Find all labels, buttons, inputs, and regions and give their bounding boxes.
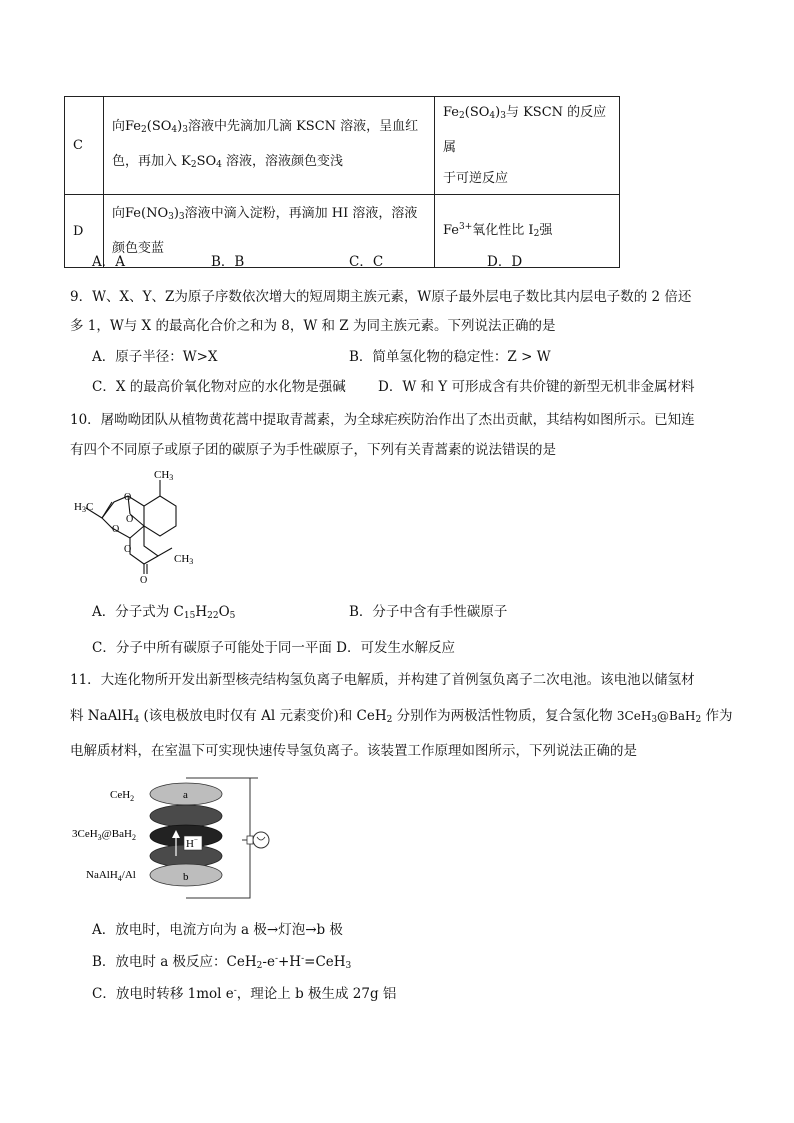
oxygen-label: O [124, 492, 132, 503]
oxygen-label: O [140, 575, 148, 584]
q11-stem-line3: 电解质材料，在室温下可实现快速传导氢负离子。该装置工作原理如图所示，下列说法正确的是 [70, 743, 637, 759]
table-row [65, 97, 620, 195]
choice-d[interactable]: D．D [487, 254, 523, 270]
q11-option-b[interactable]: B．放电时 a 极反应：CeH$_2$-e-+H-=CeH$_3$ [92, 954, 352, 971]
electrolyte-label: 3CeH$_3$@BaH$_2$ [72, 828, 136, 842]
q9-option-c[interactable]: C．X 的最高价氧化物对应的水化物是强碱 [92, 379, 346, 395]
conclusion-cell: $Fe_2(SO_4)_3$与 KSCN 的反应属 于可逆反应 [435, 97, 620, 195]
oxygen-label: O [112, 524, 120, 535]
q10-stem-line1: 10．屠呦呦团队从植物黄花蒿中提取青蒿素，为全球疟疾防治作出了杰出贡献，其结构如图所示。已知连 [70, 412, 695, 428]
layer-dark-1 [150, 805, 222, 827]
q9-stem-line1: 9．W、X、Y、Z为原子序数依次增大的短周期主族元素，W原子最外层电子数比其内层电子数的 2 倍还 [70, 289, 692, 305]
artemisinin-structure [72, 462, 212, 584]
conclusion-cell: $Fe^{3+}$氧化性比 $I_2$强 [435, 195, 620, 268]
electrode-b-label: b [183, 871, 189, 883]
options-table [64, 96, 620, 268]
table-row [65, 195, 620, 268]
row-label: C [65, 97, 104, 195]
methyl-left-label: H3C [74, 501, 94, 514]
q11-option-a[interactable]: A．放电时，电流方向为 a 极→灯泡→b 极 [92, 922, 343, 938]
oxygen-label: O [126, 514, 134, 525]
ceh2-label: CeH$_2$ [110, 789, 135, 803]
choice-c[interactable]: C．C [349, 254, 384, 270]
q10-option-cd[interactable]: C．分子中所有碳原子可能处于同一平面 D．可发生水解反应 [92, 640, 455, 656]
methyl-right-label: CH3 [174, 553, 194, 566]
q9-option-a[interactable]: A．原子半径：W>X [92, 349, 218, 365]
choice-a[interactable]: A．A [92, 254, 125, 270]
hydride-label: H− [186, 836, 198, 850]
q10-option-a[interactable]: A．分子式为 $C_{15}H_{22}O_5$ [92, 604, 236, 621]
q11-option-c[interactable]: C．放电时转移 1mol e-，理论上 b 极生成 27g 铝 [92, 986, 397, 1002]
electrode-a-label: a [183, 789, 188, 801]
experiment-cell: 向$Fe(NO_3)_3$溶液中滴入淀粉，再滴加 HI 溶液，溶液 颜色变蓝 [104, 195, 435, 268]
q11-stem-line2: 料 NaAlH$_4$ (该电极放电时仅有 Al 元素变价)和 CeH$_2$ 分别作为两极活性物质，复合氢化物 3CeH$_3$@BaH$_2$ 作为 [70, 708, 733, 725]
row-label: D [65, 195, 104, 268]
q9-option-b[interactable]: B．简单氢化物的稳定性：Z > W [349, 349, 551, 365]
methyl-top-label: CH3 [154, 469, 174, 482]
oxygen-label: O [124, 544, 132, 555]
q10-stem-line2: 有四个不同原子或原子团的碳原子为手性碳原子，下列有关青蒿素的说法错误的是 [70, 442, 556, 458]
q9-option-d[interactable]: D．W 和 Y 可形成含有共价键的新型无机非金属材料 [378, 379, 695, 395]
experiment-cell: 向$Fe_2(SO_4)_3$溶液中先滴加几滴 KSCN 溶液，呈血红 色，再加入 $K_2SO_4$ 溶液，溶液颜色变浅 [104, 97, 435, 195]
battery-diagram [72, 774, 282, 902]
naalh4-label: NaAlH$_4$/Al [86, 869, 136, 883]
choice-b[interactable]: B．B [211, 254, 245, 270]
q10-option-b[interactable]: B．分子中含有手性碳原子 [349, 604, 508, 620]
q11-stem-line1: 11．大连化物所开发出新型核壳结构氢负离子电解质，并构建了首例氢负离子二次电池。该电池以储氢材 [70, 672, 695, 688]
q9-stem-line2: 多 1，W与 X 的最高化合价之和为 8，W 和 Z 为同主族元素。下列说法正确的是 [70, 318, 556, 334]
